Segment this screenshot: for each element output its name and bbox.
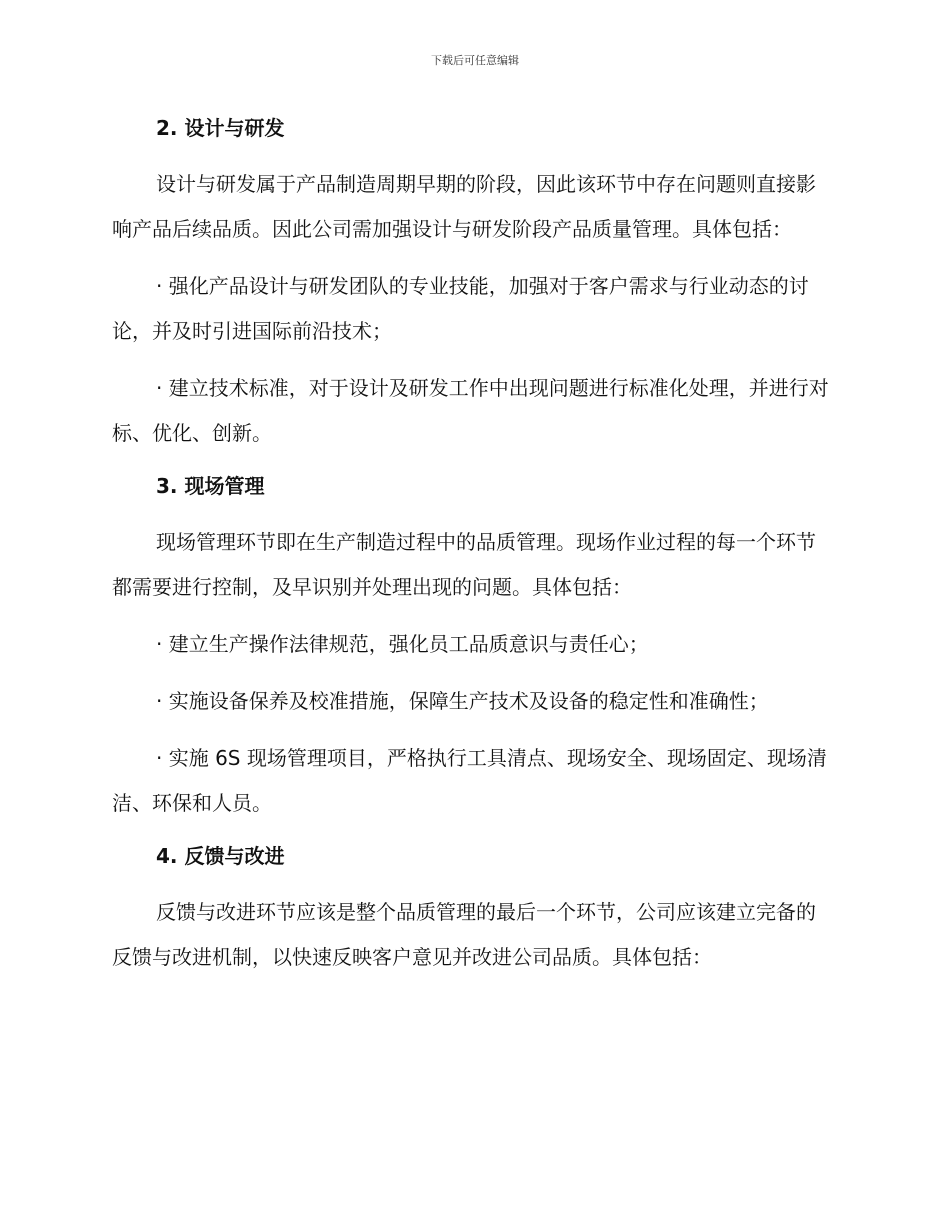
section-intro-onsite: 现场管理环节即在生产制造过程中的品质管理。现场作业过程的每一个环节都需要进行控制，及早识别并处理出现的问题。具体包括： [112, 530, 816, 599]
header-note: 下载后可任意编辑 [431, 54, 519, 67]
section-heading-feedback: 4. 反馈与改进 [156, 844, 285, 868]
bullet-item: · 实施 6S 现场管理项目，严格执行工具清点、现场安全、现场固定、现场清洁、环保和人员。 [112, 746, 827, 815]
section-intro-design: 设计与研发属于产品制造周期早期的阶段，因此该环节中存在问题则直接影响产品后续品质。因此公司需加强设计与研发阶段产品质量管理。具体包括： [112, 172, 816, 241]
document-body [112, 110, 832, 992]
section-heading-design: 2. 设计与研发 [156, 116, 285, 140]
section-intro-feedback: 反馈与改进环节应该是整个品质管理的最后一个环节，公司应该建立完备的反馈与改进机制，以快速反映客户意见并改进公司品质。具体包括： [112, 900, 816, 969]
section-heading-onsite: 3. 现场管理 [156, 474, 265, 498]
bullet-item: · 强化产品设计与研发团队的专业技能，加强对于客户需求与行业动态的讨论，并及时引进国际前沿技术； [112, 274, 809, 343]
bullet-item: · 实施设备保养及校准措施，保障生产技术及设备的稳定性和准确性； [156, 689, 769, 713]
bullet-item: · 建立生产操作法律规范，强化员工品质意识与责任心； [156, 632, 649, 656]
bullet-item: · 建立技术标准，对于设计及研发工作中出现问题进行标准化处理，并进行对标、优化、创新。 [112, 376, 829, 445]
